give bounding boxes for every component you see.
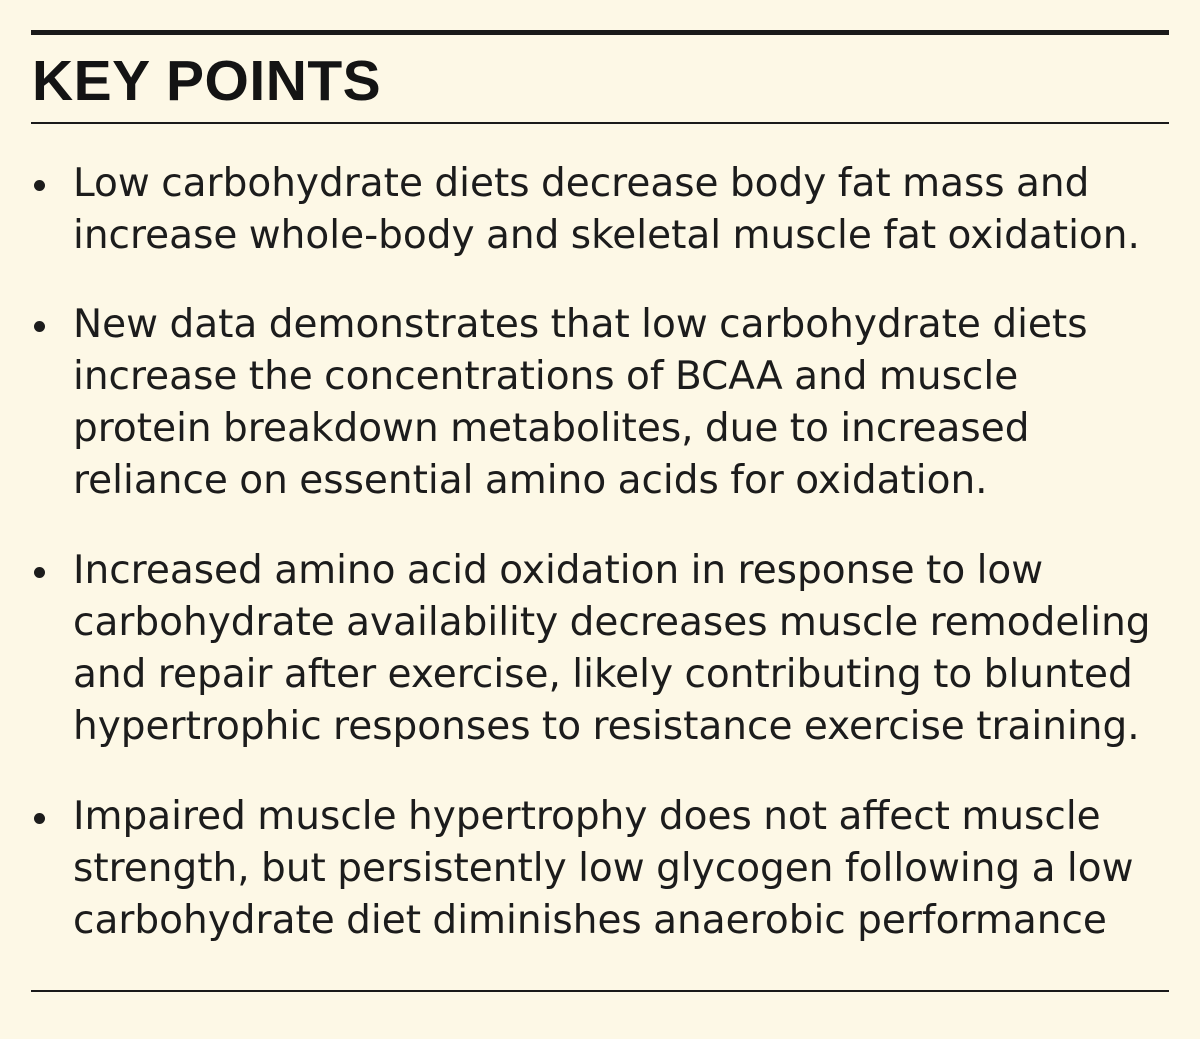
key-point-3 <box>32 545 1162 753</box>
point-line: increase the concentrations of BCAA and muscle <box>73 354 1019 399</box>
bullet-icon <box>34 321 45 332</box>
top-rule <box>31 30 1169 35</box>
point-line: carbohydrate availability decreases muscle remodeling <box>73 600 1151 645</box>
point-line: Low carbohydrate diets decrease body fat mass and <box>73 161 1090 206</box>
box-title: KEY POINTS <box>32 49 382 113</box>
point-line: strength, but persistently low glycogen following a low <box>73 846 1134 891</box>
title-divider <box>31 122 1169 124</box>
key-point-4 <box>32 791 1162 947</box>
bullet-icon <box>34 813 45 824</box>
point-line: New data demonstrates that low carbohydrate diets <box>73 302 1088 347</box>
bottom-rule <box>31 990 1169 992</box>
point-line: Impaired muscle hypertrophy does not affect muscle <box>73 794 1101 839</box>
bullet-icon <box>34 180 45 191</box>
bullet-icon <box>34 567 45 578</box>
key-point-2 <box>32 299 1162 507</box>
point-line: and repair after exercise, likely contributing to blunted <box>73 652 1133 697</box>
key-points-list <box>32 158 1162 947</box>
point-line: Increased amino acid oxidation in response to low <box>73 548 1044 593</box>
key-point-1 <box>32 158 1162 262</box>
point-line: increase whole-body and skeletal muscle fat oxidation. <box>73 213 1140 258</box>
point-line: protein breakdown metabolites, due to increased <box>73 406 1030 451</box>
point-line: carbohydrate diet diminishes anaerobic performance <box>73 898 1107 943</box>
point-line: hypertrophic responses to resistance exercise training. <box>73 704 1140 749</box>
point-line: reliance on essential amino acids for oxidation. <box>73 458 988 503</box>
